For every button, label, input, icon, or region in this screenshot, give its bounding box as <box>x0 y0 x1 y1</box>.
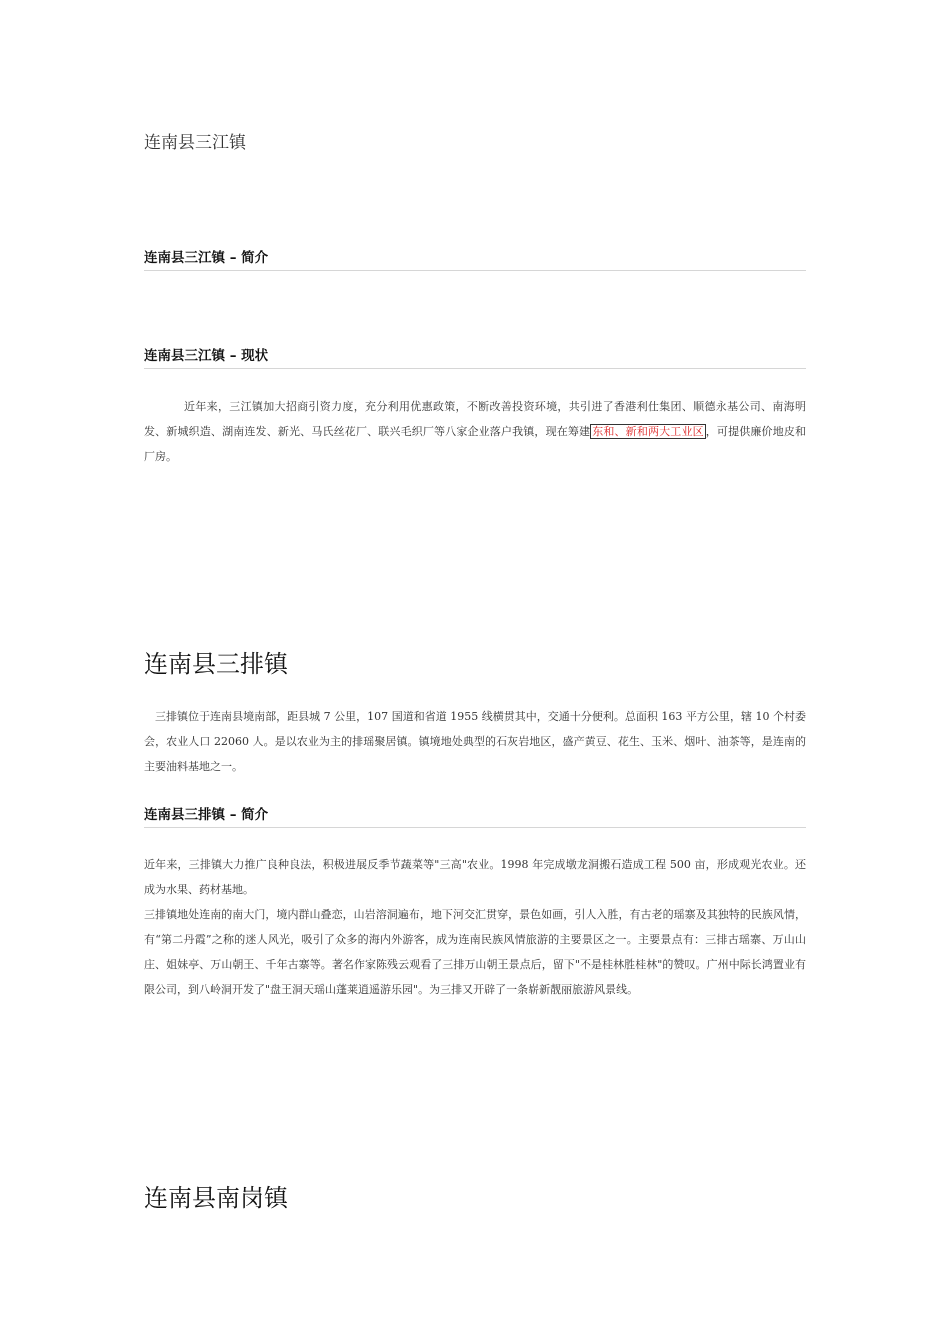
page-title-sanpai: 连南县三排镇 <box>144 650 288 678</box>
paragraph-sanpai-overview: 三排镇位于连南县境南部，距县城 7 公里，107 国道和省道 1955 线横贯其中，交通十分便利。总面积 163 平方公里，辖 10 个村委会，农业人口 22060 人。是以农业为主的排瑶聚居镇。镇境地处典型的石灰岩地区，盛产黄豆、花生、玉米、烟叶、油茶等，是连南的主要油料基地之一。 <box>144 710 806 773</box>
section-heading-sanjiang-status: 连南县三江镇 – 现状 <box>144 347 806 369</box>
section-heading-sanjiang-intro: 连南县三江镇 – 简介 <box>144 249 806 271</box>
paragraph-sanpai-tourism: 三排镇地处连南的南大门，境内群山叠恋，山岩溶洞遍布，地下河交汇贯穿，景色如画，引人入胜，有古老的瑶寨及其独特的民族风情，有“第二丹霞”之称的迷人风光，吸引了众多的海内外游客，成为连南民族风情旅游的主要景区之一。主要景点有：三排古瑶寨、万山山庄、姐妹亭、万山朝王、千年古寨等。著名作家陈残云观看了三排万山朝王景点后，留下"不是桂林胜桂林"的赞叹。广州中际长鸿置业有限公司，到八岭洞开发了"盘王洞天瑶山蓬莱逍遥游乐园"。为三排又开辟了一条崭新靓丽旅游风景线。 <box>144 908 806 996</box>
page-title-nangang: 连南县南岗镇 <box>144 1184 288 1212</box>
section-body-sanpai-intro <box>144 852 806 1002</box>
page-title-sanjiang: 连南县三江镇 <box>144 133 246 153</box>
industrial-zone-link[interactable]: 东和、新和两大工业区 <box>592 425 704 438</box>
paragraph-sanpai-agriculture: 近年来，三排镇大力推广良种良法，积极进展反季节蔬菜等"三高"农业。1998 年完成墩龙洞搬石造成工程 500 亩，形成观光农业。还成为水果、药材基地。 <box>144 858 806 896</box>
paragraph-text: 近年来，三江镇加大招商引资力度，充分利用优惠政策，不断改善投资环境，共引进了香港利仕集团、顺德永基公司、南海明发、新城织造、湖南连发、新光、马氏丝花厂、联兴毛织厂等八家企业落户我镇，现在筹建 <box>144 400 806 438</box>
paragraph-sanjiang-status <box>144 394 806 469</box>
section-heading-sanpai-intro: 连南县三排镇 – 简介 <box>144 806 806 828</box>
paragraph-text: ，可提供廉价地皮和厂房。 <box>144 425 807 463</box>
